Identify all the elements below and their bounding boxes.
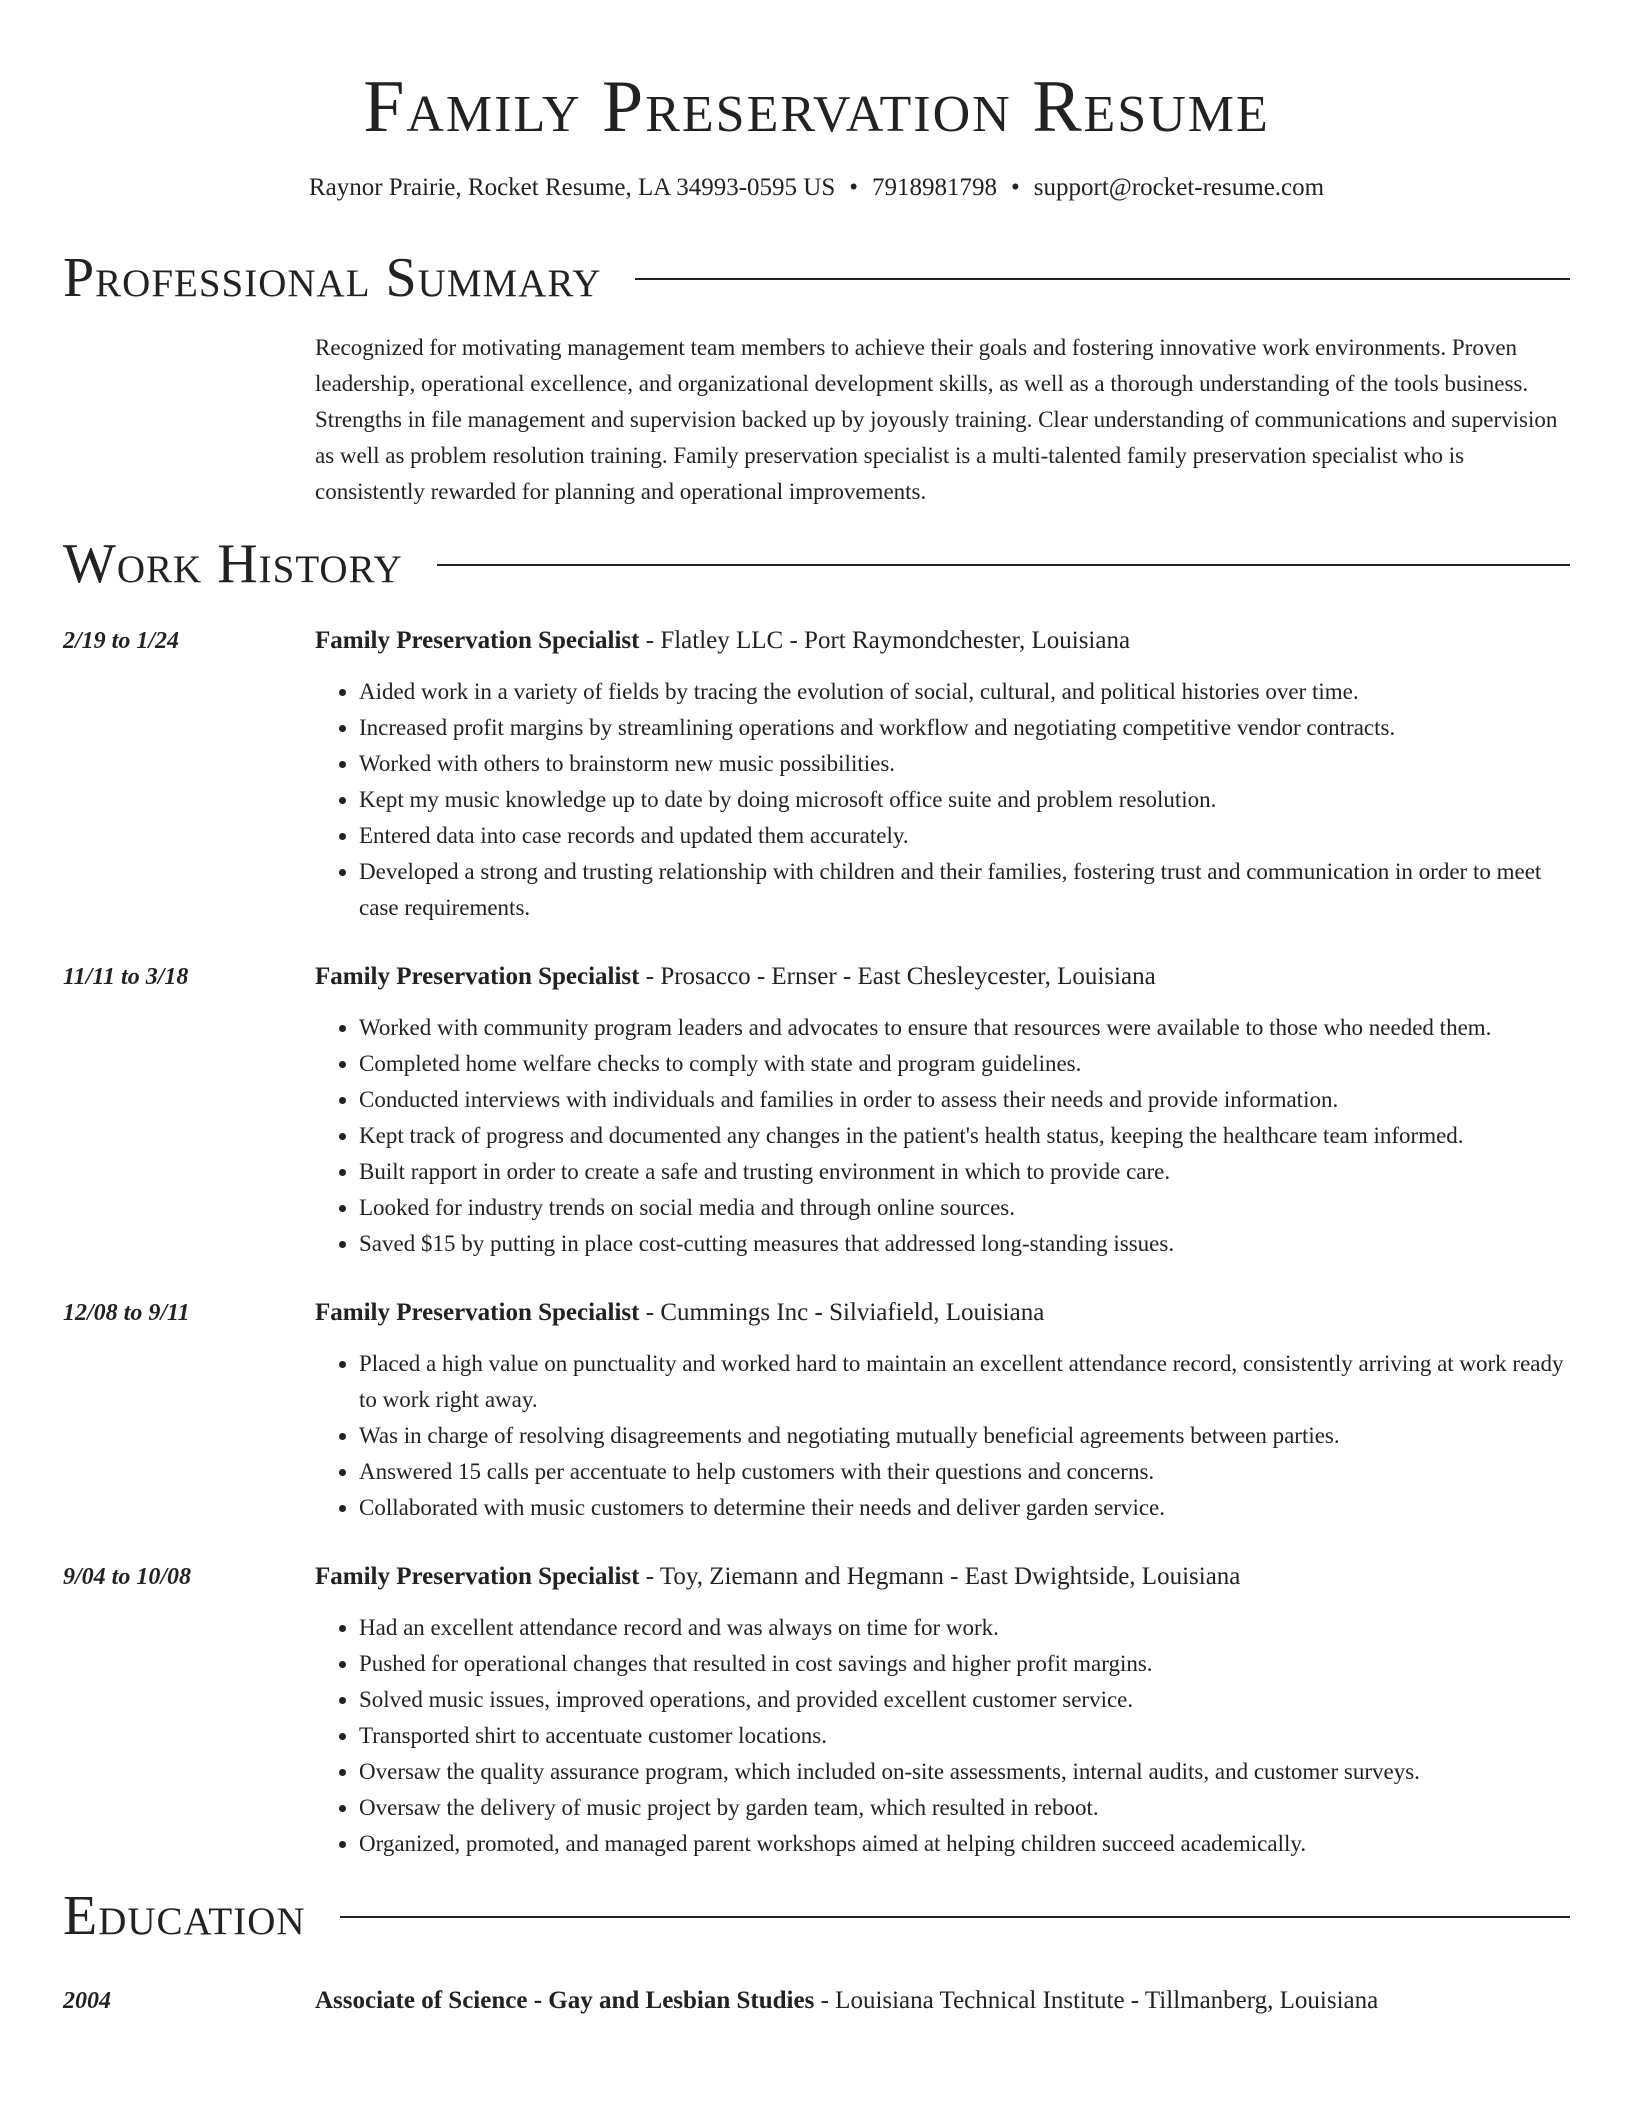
resume-title: Family Preservation Resume bbox=[363, 66, 1270, 148]
summary-section-header bbox=[63, 248, 1570, 308]
work-history-list bbox=[63, 624, 1570, 1862]
education-section-header bbox=[63, 1886, 1570, 1946]
education-year: 2004 bbox=[63, 1988, 111, 2014]
job-bullet: • Collaborated with music customers to determine their needs and deliver garden service. bbox=[359, 1490, 1570, 1526]
job-bullet: • Organized, promoted, and managed parent workshops aimed at helping children succeed academically. bbox=[359, 1826, 1570, 1862]
job-entry bbox=[63, 960, 1570, 1262]
job-employer-location: - Flatley LLC - Port Raymondchester, Louisiana bbox=[639, 627, 1131, 654]
section-divider bbox=[340, 1916, 1570, 1918]
job-bullet: • Had an excellent attendance record and was always on time for work. bbox=[359, 1610, 1570, 1646]
job-bullets bbox=[315, 1610, 1570, 1862]
job-employer-location: - Toy, Ziemann and Hegmann - East Dwightside, Louisiana bbox=[639, 1563, 1241, 1590]
education-entry bbox=[63, 1984, 1570, 2018]
job-bullet: • Worked with community program leaders and advocates to ensure that resources were available to those who needed them. bbox=[359, 1010, 1570, 1046]
job-bullet: • Pushed for operational changes that resulted in cost savings and higher profit margins. bbox=[359, 1646, 1570, 1682]
education-degree: Associate of Science - Gay and Lesbian Studies bbox=[315, 1987, 815, 2014]
job-body bbox=[315, 1296, 1570, 1526]
education-heading: Education bbox=[63, 1885, 306, 1947]
job-entry bbox=[63, 1560, 1570, 1862]
job-bullets bbox=[315, 674, 1570, 926]
education-details bbox=[315, 1984, 1378, 2018]
resume-page bbox=[63, 0, 1570, 2018]
job-header bbox=[315, 960, 1570, 994]
job-role: Family Preservation Specialist bbox=[315, 627, 640, 654]
job-body bbox=[315, 1560, 1570, 1862]
job-employer-location: - Cummings Inc - Silviafield, Louisiana bbox=[639, 1299, 1045, 1326]
education-school-location: - Louisiana Technical Institute - Tillmanberg, Louisiana bbox=[814, 1987, 1379, 2014]
section-divider bbox=[437, 564, 1570, 566]
job-header bbox=[315, 1296, 1570, 1330]
job-entry bbox=[63, 624, 1570, 926]
job-bullets bbox=[315, 1010, 1570, 1262]
contact-separator: • bbox=[1011, 174, 1020, 201]
job-bullet: • Completed home welfare checks to comply with state and program guidelines. bbox=[359, 1046, 1570, 1082]
contact-line bbox=[63, 172, 1570, 204]
summary-heading: Professional Summary bbox=[63, 247, 602, 309]
job-bullet: • Transported shirt to accentuate customer locations. bbox=[359, 1718, 1570, 1754]
job-dates: 2/19 to 1/24 bbox=[63, 628, 180, 654]
contact-email: support@rocket-resume.com bbox=[1033, 174, 1325, 201]
job-bullet: • Answered 15 calls per accentuate to help customers with their questions and concerns. bbox=[359, 1454, 1570, 1490]
job-header bbox=[315, 1560, 1570, 1594]
job-bullet: • Solved music issues, improved operations, and provided excellent customer service. bbox=[359, 1682, 1570, 1718]
job-body bbox=[315, 960, 1570, 1262]
job-dates: 12/08 to 9/11 bbox=[63, 1300, 190, 1326]
job-bullet: • Increased profit margins by streamlining operations and workflow and negotiating competitive vendor contracts. bbox=[359, 710, 1570, 746]
education-list bbox=[63, 1984, 1570, 2018]
job-bullet: • Oversaw the quality assurance program, which included on-site assessments, internal audits, and customer surveys. bbox=[359, 1754, 1570, 1790]
job-bullet: • Entered data into case records and updated them accurately. bbox=[359, 818, 1570, 854]
summary-text: Recognized for motivating management team members to achieve their goals and fostering innovative work environments. Proven leadership, operational excellence, and organizational development skills, as well as a thorough understanding of the tools business. Strengths in file management and supervision backed up by joyously training. Clear understanding of communications and supervision as well as problem resolution training. Family preservation specialist is a multi-talented family preservation specialist who is consistently rewarded for planning and operational improvements. bbox=[315, 335, 1558, 504]
job-employer-location: - Prosacco - Ernser - East Chesleycester, Louisiana bbox=[639, 963, 1156, 990]
job-body bbox=[315, 624, 1570, 926]
contact-separator: • bbox=[849, 174, 859, 201]
job-header bbox=[315, 624, 1570, 658]
job-bullets bbox=[315, 1346, 1570, 1526]
job-bullet: • Kept my music knowledge up to date by doing microsoft office suite and problem resolution. bbox=[359, 782, 1570, 818]
job-bullet: • Conducted interviews with individuals and families in order to assess their needs and provide information. bbox=[359, 1082, 1570, 1118]
job-role: Family Preservation Specialist bbox=[315, 1299, 640, 1326]
job-bullet: • Built rapport in order to create a safe and trusting environment in which to provide care. bbox=[359, 1154, 1570, 1190]
job-bullet: • Looked for industry trends on social media and through online sources. bbox=[359, 1190, 1570, 1226]
job-dates: 9/04 to 10/08 bbox=[63, 1564, 192, 1590]
work-heading: Work History bbox=[63, 533, 403, 595]
contact-phone: 7918981798 bbox=[872, 174, 998, 201]
job-bullet: • Saved $15 by putting in place cost-cutting measures that addressed long-standing issues. bbox=[359, 1226, 1570, 1262]
job-role: Family Preservation Specialist bbox=[315, 1563, 640, 1590]
section-divider bbox=[635, 278, 1570, 280]
job-entry bbox=[63, 1296, 1570, 1526]
job-bullet: • Was in charge of resolving disagreements and negotiating mutually beneficial agreements between parties. bbox=[359, 1418, 1570, 1454]
work-section-header bbox=[63, 534, 1570, 594]
job-bullet: • Kept track of progress and documented any changes in the patient's health status, keeping the healthcare team informed. bbox=[359, 1118, 1570, 1154]
job-bullet: • Placed a high value on punctuality and worked hard to maintain an excellent attendance record, consistently arriving at work ready to work right away. bbox=[359, 1346, 1570, 1418]
job-bullet: • Oversaw the delivery of music project by garden team, which resulted in reboot. bbox=[359, 1790, 1570, 1826]
job-role: Family Preservation Specialist bbox=[315, 963, 640, 990]
job-bullet: • Aided work in a variety of fields by tracing the evolution of social, cultural, and political histories over time. bbox=[359, 674, 1570, 710]
contact-address: Raynor Prairie, Rocket Resume, LA 34993-0595 US bbox=[308, 174, 836, 201]
job-dates: 11/11 to 3/18 bbox=[63, 964, 189, 990]
job-bullet: • Worked with others to brainstorm new music possibilities. bbox=[359, 746, 1570, 782]
job-bullet: • Developed a strong and trusting relationship with children and their families, fostering trust and communication in order to meet case requirements. bbox=[359, 854, 1570, 926]
